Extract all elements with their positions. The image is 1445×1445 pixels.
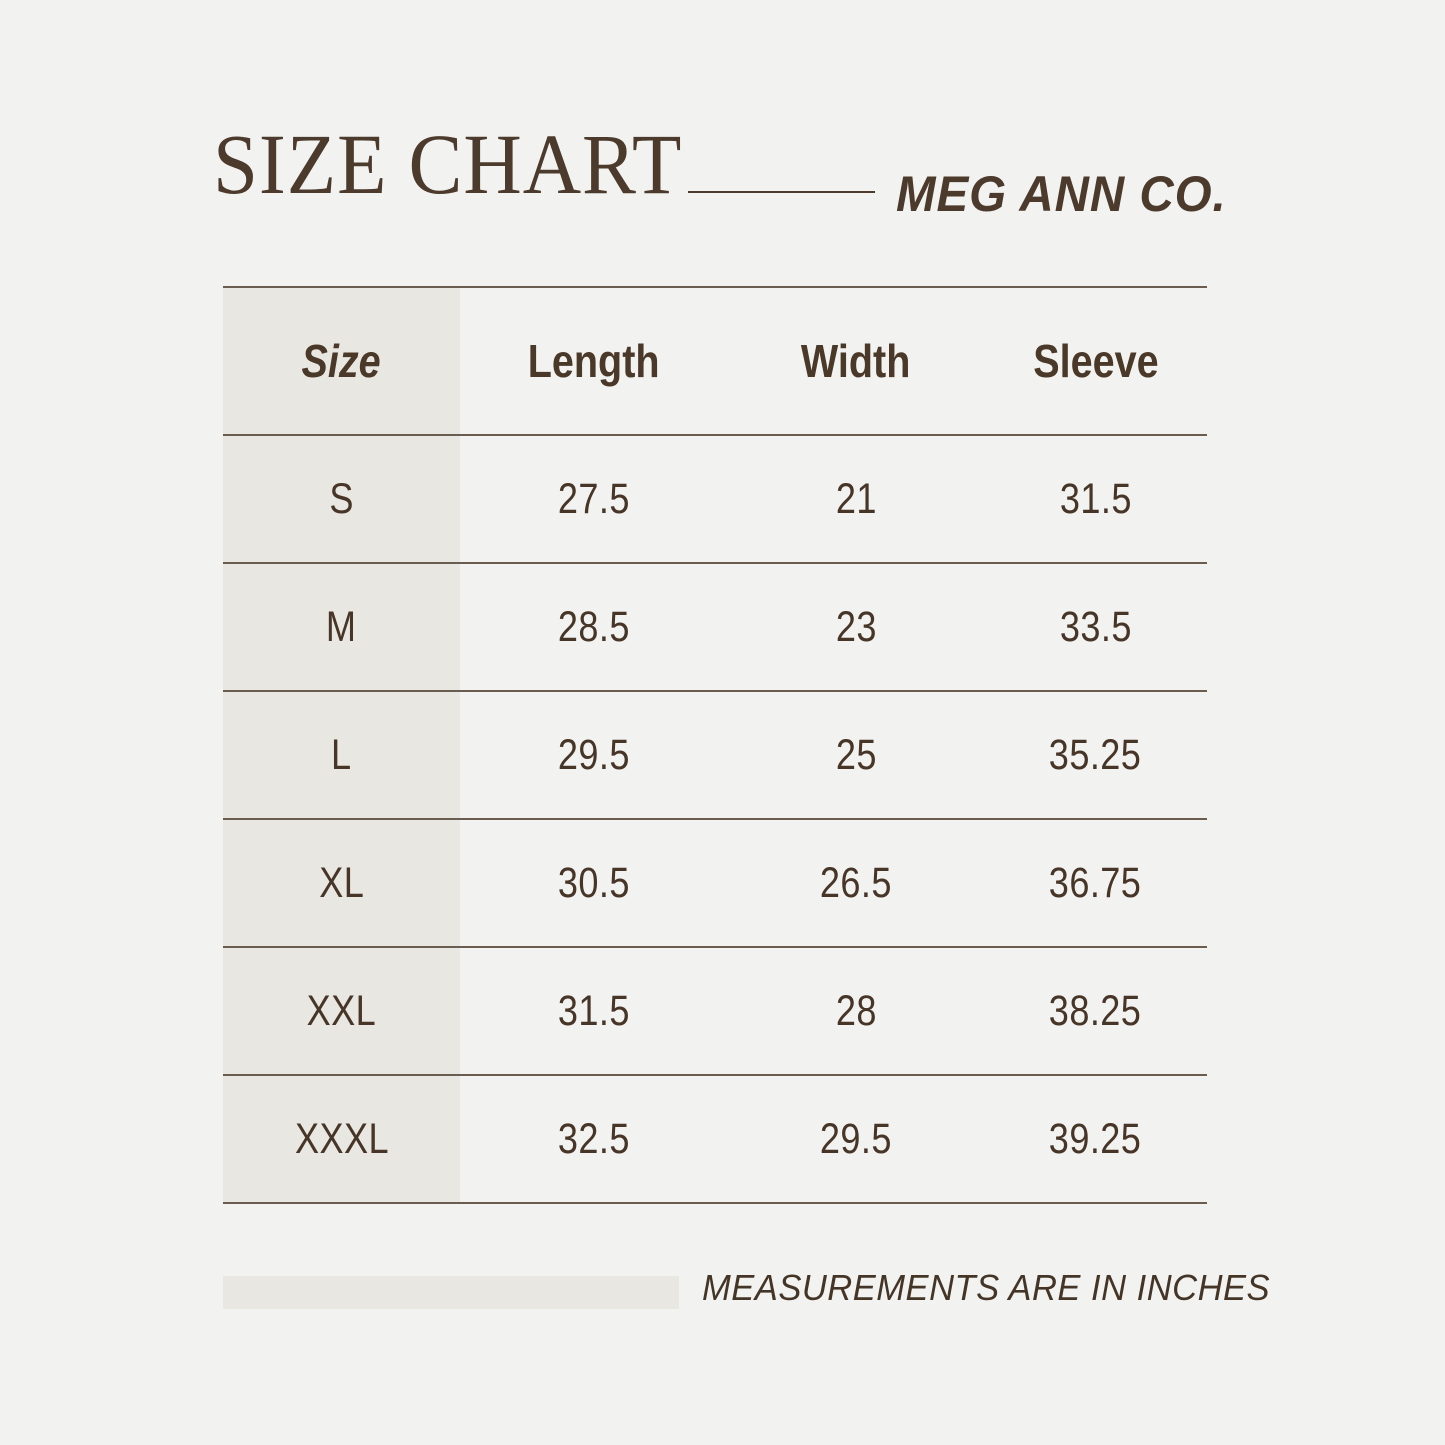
sleeve-value: 31.5 bbox=[1059, 474, 1132, 523]
header-cell-width bbox=[728, 288, 984, 434]
cell-width bbox=[728, 436, 984, 562]
length-value: 31.5 bbox=[557, 986, 630, 1035]
cell-sleeve bbox=[984, 948, 1207, 1074]
cell-width bbox=[728, 1076, 984, 1202]
cell-sleeve bbox=[984, 1076, 1207, 1202]
cell-length bbox=[460, 692, 728, 818]
cell-size bbox=[223, 948, 460, 1074]
sleeve-value: 33.5 bbox=[1059, 602, 1132, 651]
width-value: 23 bbox=[835, 602, 877, 651]
column-header-width: Width bbox=[801, 335, 911, 387]
cell-width bbox=[728, 948, 984, 1074]
footer-accent-bar bbox=[223, 1276, 679, 1309]
sleeve-value: 39.25 bbox=[1049, 1114, 1142, 1163]
cell-sleeve bbox=[984, 820, 1207, 946]
size-label: L bbox=[331, 730, 352, 779]
width-value: 21 bbox=[835, 474, 877, 523]
width-value: 29.5 bbox=[819, 1114, 892, 1163]
column-header-sleeve: Sleeve bbox=[1032, 335, 1159, 387]
cell-length bbox=[460, 948, 728, 1074]
table-row-xxl bbox=[223, 948, 1207, 1076]
cell-size bbox=[223, 1076, 460, 1202]
header-cell-size bbox=[223, 288, 460, 434]
cell-length bbox=[460, 564, 728, 690]
table-row-s bbox=[223, 436, 1207, 564]
size-label: M bbox=[326, 602, 357, 651]
size-label: XXL bbox=[306, 986, 377, 1035]
size-label: XL bbox=[318, 858, 365, 907]
cell-sleeve bbox=[984, 564, 1207, 690]
width-value: 28 bbox=[835, 986, 877, 1035]
cell-size bbox=[223, 564, 460, 690]
cell-sleeve bbox=[984, 436, 1207, 562]
table-row-m bbox=[223, 564, 1207, 692]
sleeve-value: 35.25 bbox=[1049, 730, 1142, 779]
brand-name: MEG ANN CO. bbox=[896, 166, 1227, 222]
title-divider-line bbox=[688, 191, 875, 193]
length-value: 32.5 bbox=[557, 1114, 630, 1163]
cell-width bbox=[728, 564, 984, 690]
length-value: 29.5 bbox=[557, 730, 630, 779]
cell-width bbox=[728, 692, 984, 818]
cell-length bbox=[460, 436, 728, 562]
cell-size bbox=[223, 436, 460, 562]
sleeve-value: 36.75 bbox=[1049, 858, 1142, 907]
cell-length bbox=[460, 1076, 728, 1202]
table-row-xxxl bbox=[223, 1076, 1207, 1204]
length-value: 27.5 bbox=[557, 474, 630, 523]
header-cell-sleeve bbox=[984, 288, 1207, 434]
cell-size bbox=[223, 692, 460, 818]
size-label: S bbox=[329, 474, 354, 523]
page-title: SIZE CHART bbox=[213, 116, 683, 212]
sleeve-value: 38.25 bbox=[1049, 986, 1142, 1035]
cell-size bbox=[223, 820, 460, 946]
measurements-note: MEASUREMENTS ARE IN INCHES bbox=[702, 1267, 1271, 1308]
cell-length bbox=[460, 820, 728, 946]
table-row-l bbox=[223, 692, 1207, 820]
column-header-size: Size bbox=[301, 335, 382, 387]
column-header-length: Length bbox=[528, 335, 660, 387]
table-header-row bbox=[223, 288, 1207, 436]
size-label: XXXL bbox=[294, 1114, 389, 1163]
cell-width bbox=[728, 820, 984, 946]
cell-sleeve bbox=[984, 692, 1207, 818]
header-cell-length bbox=[460, 288, 728, 434]
length-value: 28.5 bbox=[557, 602, 630, 651]
width-value: 25 bbox=[835, 730, 877, 779]
size-chart-table bbox=[223, 286, 1207, 1204]
length-value: 30.5 bbox=[557, 858, 630, 907]
table-row-xl bbox=[223, 820, 1207, 948]
width-value: 26.5 bbox=[819, 858, 892, 907]
